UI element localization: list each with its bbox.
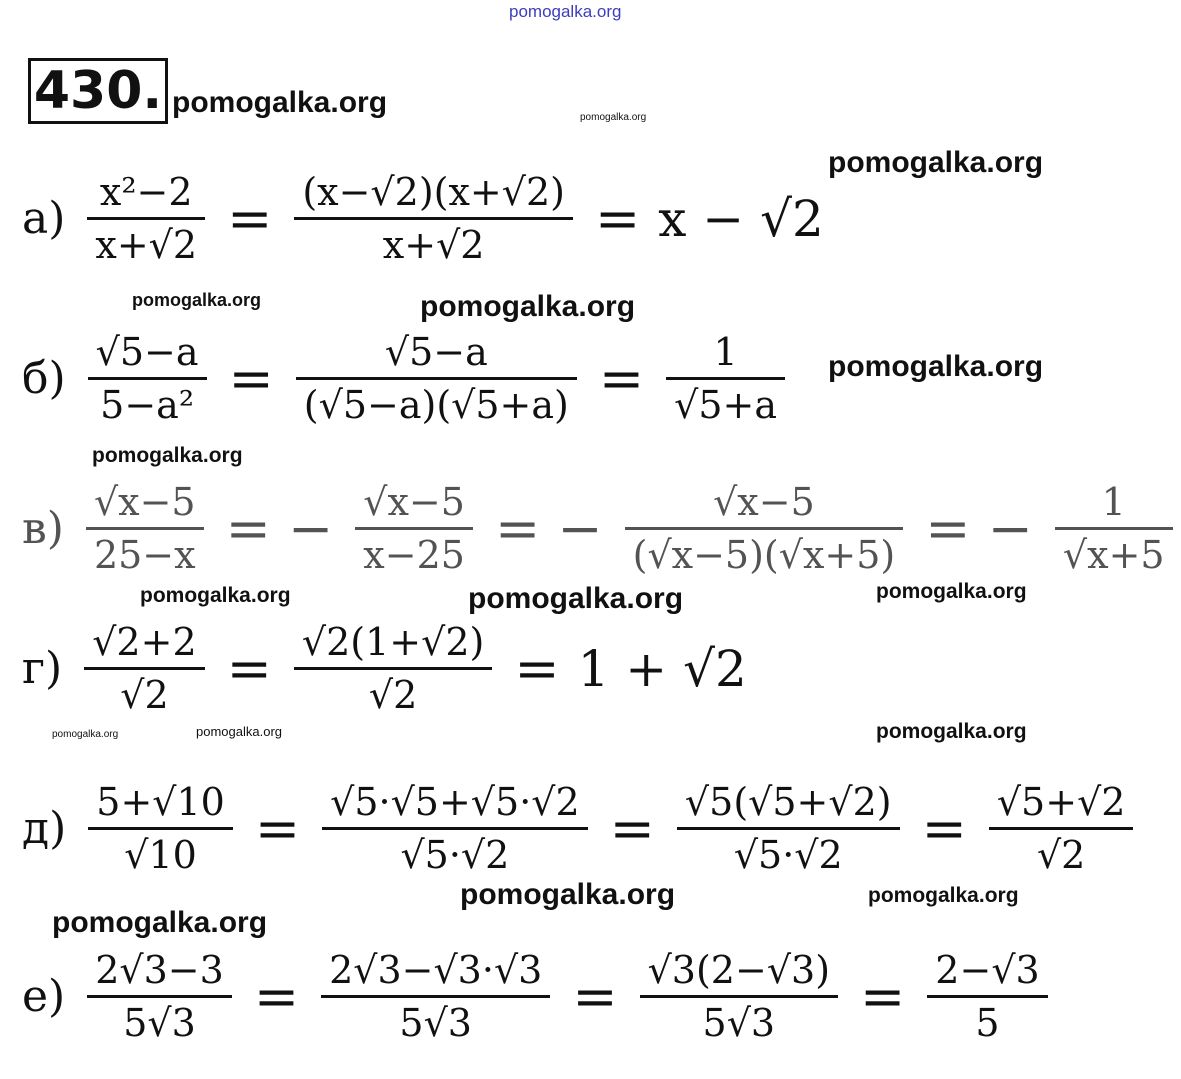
denominator: 5√3	[399, 1001, 472, 1045]
fraction-bar	[296, 377, 577, 380]
watermark: pomogalka.org	[828, 146, 1044, 179]
numerator: √5·√5+√5·√2	[330, 780, 580, 824]
numerator: √x−5	[93, 480, 196, 524]
operator: =	[921, 797, 967, 860]
numerator: (x−√2)(x+√2)	[302, 170, 565, 214]
item-label: б)	[22, 353, 66, 404]
equation-row	[22, 620, 747, 717]
fraction-bar	[88, 377, 207, 380]
fraction	[88, 780, 233, 877]
denominator: 25−x	[93, 533, 196, 577]
fraction-bar	[86, 527, 204, 530]
fraction-bar	[355, 527, 473, 530]
numerator: √x−5	[713, 480, 815, 524]
equation-row	[22, 330, 793, 427]
fraction	[88, 330, 207, 427]
watermark: pomogalka.org	[52, 906, 268, 939]
item-label: в)	[22, 503, 64, 554]
fraction-bar	[87, 995, 232, 998]
denominator: √x+5	[1062, 533, 1165, 577]
numerator: 1	[1101, 480, 1126, 524]
watermark: pomogalka.org	[52, 729, 119, 740]
fraction	[355, 480, 473, 577]
operator: =	[609, 797, 655, 860]
watermark: pomogalka.org	[876, 720, 1027, 743]
numerator: √5−a	[384, 330, 488, 374]
fraction	[86, 480, 204, 577]
item-label: е)	[22, 971, 66, 1022]
operator: =	[254, 797, 301, 860]
numerator: 1	[713, 330, 738, 374]
fraction	[640, 948, 838, 1045]
operator: =	[572, 965, 618, 1028]
operator: =	[253, 965, 300, 1028]
fraction	[666, 330, 785, 427]
fraction-bar	[666, 377, 785, 380]
watermark: pomogalka.org	[140, 584, 291, 607]
fraction-bar	[989, 827, 1134, 830]
denominator: x+√2	[95, 223, 198, 267]
watermark: pomogalka.org	[828, 350, 1044, 383]
fraction-bar	[677, 827, 900, 830]
operator: =	[226, 637, 272, 700]
fraction-bar	[927, 995, 1047, 998]
fraction-bar	[294, 667, 492, 670]
operator: =	[860, 965, 906, 1028]
operator: =	[594, 187, 641, 250]
fraction-bar	[625, 527, 904, 530]
fraction-bar	[84, 667, 204, 670]
denominator: 5√3	[123, 1001, 196, 1045]
operator: = −	[925, 497, 1033, 560]
watermark: pomogalka.org	[580, 112, 647, 123]
numerator: √3(2−√3)	[647, 948, 831, 992]
fraction	[294, 170, 573, 267]
denominator: (√5−a)(√5+a)	[303, 383, 569, 427]
fraction	[989, 780, 1134, 877]
fraction	[1055, 480, 1173, 577]
equation-row	[22, 780, 1141, 877]
numerator: √5−a	[95, 330, 199, 374]
equation-row	[22, 948, 1056, 1045]
watermark: pomogalka.org	[460, 878, 676, 911]
watermark: pomogalka.org	[468, 582, 684, 615]
denominator: x+√2	[382, 223, 485, 267]
numerator: x²−2	[99, 170, 193, 214]
watermark: pomogalka.org	[132, 290, 262, 310]
denominator: √10	[124, 833, 197, 877]
fraction-bar	[294, 217, 573, 220]
denominator: 5	[975, 1001, 1000, 1045]
operator: = −	[494, 497, 603, 560]
denominator: 5−a²	[100, 383, 195, 427]
fraction	[321, 948, 550, 1045]
problem-number: 430.	[28, 58, 168, 124]
numerator: 2√3−√3·√3	[329, 948, 543, 992]
fraction-bar	[1055, 527, 1173, 530]
watermark: pomogalka.org	[868, 884, 1019, 907]
numerator: √2(1+√2)	[301, 620, 485, 664]
fraction-bar	[640, 995, 838, 998]
fraction	[294, 620, 492, 717]
watermark: pomogalka.org	[876, 580, 1027, 603]
denominator: √5·√2	[733, 833, 843, 877]
fraction	[87, 948, 232, 1045]
denominator: √5+a	[674, 383, 778, 427]
numerator: 2−√3	[935, 948, 1040, 992]
watermark: pomogalka.org	[92, 444, 243, 467]
operator: =	[227, 187, 273, 250]
operator: =	[598, 347, 645, 410]
fraction	[87, 170, 205, 267]
numerator: 2√3−3	[95, 948, 224, 992]
item-label: а)	[22, 193, 66, 244]
numerator: √x−5	[363, 480, 465, 524]
watermark-top: pomogalka.org	[509, 2, 622, 21]
denominator: √2	[1036, 833, 1086, 877]
operator: =	[514, 637, 560, 700]
operator: = −	[225, 497, 334, 560]
fraction-bar	[322, 827, 588, 830]
numerator: √5(√5+√2)	[684, 780, 892, 824]
result: 1 + √2	[577, 639, 747, 698]
numerator: √5+√2	[996, 780, 1126, 824]
watermark: pomogalka.org	[196, 724, 282, 739]
watermark: pomogalka.org	[420, 290, 636, 323]
fraction-bar	[321, 995, 550, 998]
fraction-bar	[88, 827, 233, 830]
numerator: √2+2	[92, 620, 197, 664]
equation-row	[22, 170, 824, 267]
denominator: (√x−5)(√x+5)	[632, 533, 896, 577]
fraction	[84, 620, 204, 717]
item-label: г)	[22, 643, 63, 694]
denominator: √2	[368, 673, 418, 717]
fraction-bar	[87, 217, 205, 220]
denominator: √5·√2	[400, 833, 510, 877]
numerator: 5+√10	[96, 780, 225, 824]
denominator: √2	[120, 673, 169, 717]
fraction	[677, 780, 900, 877]
item-label: д)	[22, 803, 67, 854]
equation-row	[22, 480, 1181, 577]
fraction	[322, 780, 588, 877]
operator: =	[228, 347, 274, 410]
result: x − √2	[658, 189, 824, 248]
denominator: x−25	[363, 533, 465, 577]
fraction	[625, 480, 904, 577]
fraction	[296, 330, 577, 427]
fraction	[927, 948, 1047, 1045]
watermark: pomogalka.org	[172, 86, 388, 119]
denominator: 5√3	[702, 1001, 776, 1045]
